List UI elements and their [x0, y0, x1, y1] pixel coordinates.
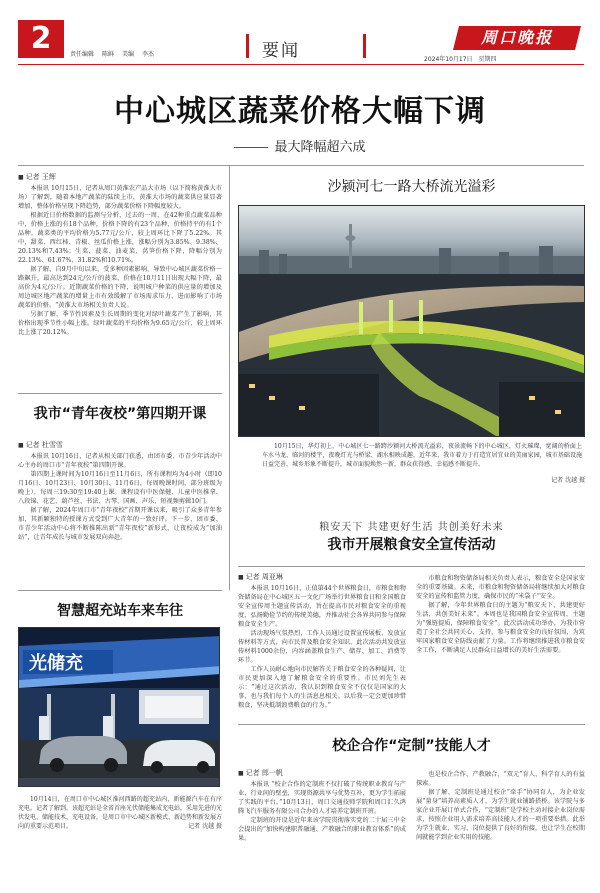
paragraph: 据了解，定制班是通过校企“牵手”协同育人，为企业发展“量身”培养高素质人才，为学生就业铺路搭桥。该学院与多家企业开展订单式合作，“定制班”是学校主动对接企业岗位需求，按照企业用人需求培养高技能人才的一项重要举措。此举为学生就业、实习、岗位提供了良好的衔接，也让学生在校期间就能学到企业实用的技能。	[416, 789, 585, 841]
ev-caption-text: 10月14日，在周口市中心城区淮河西路的超充站内，新能源汽车在有序充电。记者了解到，该超充站是全省首座光伏储能集成充电站，采用先进的光伏发电、储能技术、充电设备，是周口市中心城区新模式、新趋势和新发展方向的重要示范项目。	[18, 796, 223, 830]
newspaper-name: 周口晚报	[480, 28, 553, 47]
lead-subhead-text: 最大降幅超六成	[274, 140, 366, 155]
divider	[238, 724, 585, 725]
paragraph: 工作人员耐心地向市民解答关于粮食安全的各种疑问，让市民更加深入地了解粮食安全的重要性。市民刘先生表示：“通过这次活动，我认识到粮食安全不仅仅是国家的大事，也与我们每个人的生活息息相关。以后我一定会更加珍惜粮食，坚决抵制浪费粮食的行为。”	[238, 666, 406, 709]
grain-body-left	[238, 584, 406, 720]
grain-body-right	[416, 574, 585, 720]
youth-byline: ■ 记者 杜雪雪	[18, 440, 63, 450]
paragraph: 本报讯 10月16日，记者从相关部门获悉，由团市委、市青少年活动中心主办的周口市“青年夜校”第四期开课。	[18, 453, 222, 469]
bridge-night-illustration	[239, 206, 585, 437]
column-divider	[229, 165, 230, 590]
divider	[18, 393, 222, 394]
page-header	[0, 0, 600, 70]
youth-headline: 我市“青年夜校”第四期开课	[33, 406, 207, 422]
paragraph: 本报讯 10月15日，记者从周口黄淮农产品大市场（以下简称黄淮大市场）了解到，随着本地产蔬菜的陆续上市，黄淮大市场的蔬菜供应量显著增加，整体价格呈现下降趋势，部分蔬菜价格下降幅度较大。	[18, 185, 222, 210]
page-number: 2	[18, 20, 64, 58]
skills-body-right	[416, 770, 585, 880]
newspaper-logo	[453, 26, 581, 50]
grain-byline: ■ 记者 周亚琳	[238, 572, 283, 582]
paragraph: 另据了解，季节性因素及生长周期的变化对绿叶蔬菜产生了影响，其价格出现季节性小幅上涨。绿叶蔬菜的平均价格为9.65元/公斤，较上周环比上涨了20.12%。	[18, 311, 222, 336]
editor-role: 责任编辑	[70, 51, 95, 58]
paragraph: 据了解，今年世界粮食日的主题为“粮安天下，共建更好生活，共创美好未来”。本周也是我国粮食安全宣传周，主题为“强链提质，保障粮食安全”。此次活动成功举办，为我市营造了全社会共同关心、支持、参与粮食安全的良好氛围，为筑牢国家粮食安全防线贡献了力量。工作将继续推进我市粮食安全工作，不断满足人民群众日益增长的美好生活需要。	[416, 602, 585, 654]
bridge-headline: 沙颍河七一路大桥流光溢彩	[327, 179, 496, 195]
skills-body-left	[238, 780, 406, 880]
paragraph: 本报讯 10月16日，正值第44个世界粮食日，市粮食和物资储备局在中心城区五一文化广场举行世界粮食日和全国粮食安全宣传周主题宣传活动，旨在提高市民对粮食安全的重视度，弘扬勤俭节约的传统美德，并推动社会各界共同参与保障粮食安全生产。	[238, 585, 406, 628]
lead-subhead	[0, 136, 600, 155]
lead-byline: ■ 记者 王辉	[18, 172, 56, 182]
divider	[18, 590, 222, 591]
bridge-photo	[238, 205, 585, 437]
bridge-caption-byline: 记者 沈越 摄	[551, 477, 585, 484]
divider	[238, 566, 585, 567]
date-text: 2024年10月17日	[424, 56, 473, 63]
paragraph: 据了解，自9月中旬以来，受多种因素影响，导致中心城区蔬菜价格一路飙升，最高达到24元/公斤的菠菜，价格在10月11日出现大幅下降，最高价为4元/公斤。近期蔬菜价格的下降，说明城户种菜的供应量的增加及周边城区地产蔬菜的增量上市有效缓解了市场需求压力，进而影响了市场蔬菜的价格。“黄淮大市场相关负责人说。	[18, 266, 222, 309]
designer-role: 美编	[122, 51, 135, 58]
paragraph: 定制班的开设是近年来该学院贯彻落实党的二十届三中全会提出的“加快构建职普融通、产教融合的职业教育体系”的成果。	[238, 817, 406, 842]
ev-caption	[18, 795, 222, 880]
paragraph: 本报讯 “校企合作的定制班不仅打破了传统职业教育与产业、行业间的壁垒，实现资源共享与优势互补，更为学生拓展了实践的平台。”10月13日，周口交通技师学院和周口汇久鸿腾飞汽车服务有限公司合办的人才培养定制班开班。	[238, 781, 406, 815]
issue-date	[418, 54, 497, 63]
ev-caption-byline: 记者 沈越 摄	[188, 823, 222, 830]
grain-headline: 我市开展粮食安全宣传活动	[327, 537, 496, 553]
paragraph: 据了解，2024年周口市“青年夜校”首期开课以来，吸引了众多青年参加，其新颖独特的授课方式受到广大青年的一致好评。下一步，团市委、市青少年活动中心将不断推陈出新“青年夜校”新形式，让夜校成为“加油站”，让青年成长与城市发展双向奔赴。	[18, 507, 222, 541]
paragraph: 根据近日价格数据的监测与分析，过去的一周，在42种重点蔬菜品种中，价格上涨的有18个品种，价格下降的有23个品种，价格持平的有1个品种。蔬菜类的平均价格为5.77元/公斤，较上周环比下降了5.22%。其中，甜菜、西红柿、青椒、丝瓜价格上涨，涨幅分别为3.85%、9.38%、20.13%和7.43%；生菜、菠菜、油麦菜、莴笋价格下降，降幅分别为22.13%、61.67%、31.82%和10.71%。	[18, 212, 222, 264]
youth-body	[18, 452, 222, 564]
editor-name: 陈鲜	[102, 51, 115, 58]
charging-station-illustration	[19, 628, 220, 787]
charging-station-photo	[18, 627, 220, 787]
header-divider	[18, 64, 584, 65]
lead-headline: 中心城区蔬菜价格大幅下调	[114, 94, 486, 129]
paragraph: 第四期上课时间为10月16日至11月6日，所有课程均为4小时（即10月16日、10月23日、10月30日、11月6日，每周晚课时间，部分班级为晚上），每周三19:30至19:40上课。课程设有中医保健、儿童中医推拿、八段锦、花艺、葫芦丝、书法、古琴、国画、声乐、短视频剪辑10门。	[18, 471, 222, 505]
skills-byline: ■ 记者 郎一帆	[238, 768, 283, 778]
lead-body	[18, 184, 222, 384]
section-title: 要闻	[262, 41, 300, 61]
sign-text: 光储充	[29, 653, 83, 674]
grain-slogan: 粮安天下 共建更好生活 共创美好未来	[319, 522, 504, 533]
bridge-caption: 10月15日，华灯初上，中心城区七一路跨沙颍河大桥流光溢彩，夜景流畅下的中心城区，灯火璀璨，宽阔的桥面上车水马龙，临河的楼宇，夜晚灯光与桥梁、湖水相映成趣，近年来，我市着力于打造宜居宜业的美丽家园，城市基础设施日益完善，城乡形象不断提升，城市面貌焕然一新，群众获得感、幸福感不断提升。	[262, 443, 582, 468]
paragraph: 也是校企合作、产教融合、“双元”育人、科学育人的有益探索。	[416, 771, 585, 787]
editor-credits	[70, 49, 162, 58]
skills-headline: 校企合作“定制”技能人才	[332, 738, 491, 754]
weekday-text: 星期四	[478, 56, 497, 63]
paragraph: 活动现场气氛热烈，工作人员通过设置宣传展板、发放宣传材料等方式，向市民普及粮食安全知识，此次活动共发放宣传材料1000余份，内容涵盖粮食生产、储存、加工、消费等环节。	[238, 630, 406, 664]
designer-name: 李杰	[142, 51, 155, 58]
ev-headline: 智慧超充站车来车往	[57, 603, 183, 619]
divider	[18, 165, 584, 166]
paragraph: 市粮食和物资储备局相关负责人表示，粮食安全是国家安全的重要基础。未来，市粮食和物资储备局将继续加大对粮食安全的宣传和监管力度，确保市民的“米袋子”安全。	[416, 575, 585, 600]
